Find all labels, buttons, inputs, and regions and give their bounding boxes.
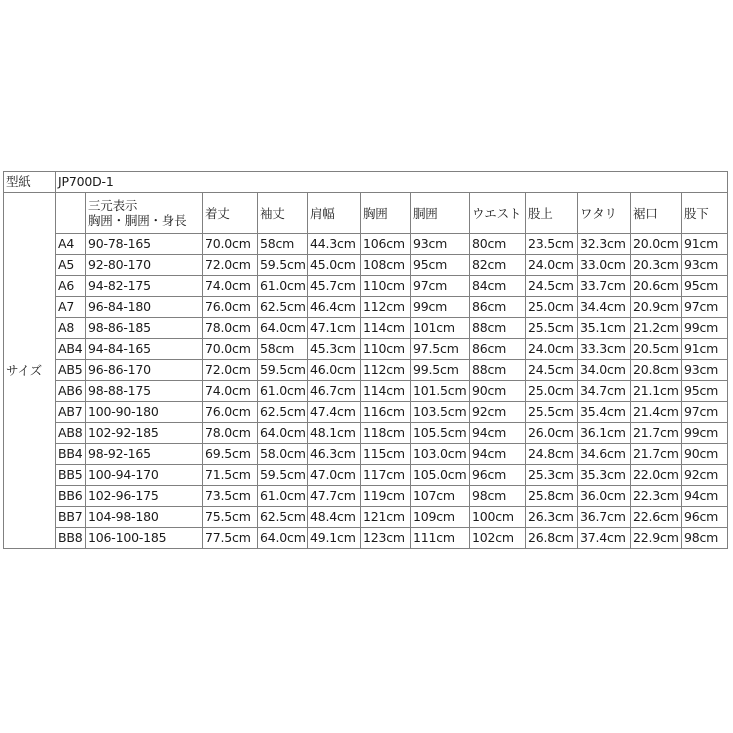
measurement-cell: 103.5cm xyxy=(411,402,470,423)
measurement-cell: 110cm xyxy=(361,339,411,360)
measurement-cell: 72.0cm xyxy=(203,255,258,276)
spec-cell: 100-94-170 xyxy=(86,465,203,486)
table-row xyxy=(4,276,728,297)
size-code-cell: A5 xyxy=(56,255,86,276)
table-row xyxy=(4,297,728,318)
measurement-cell: 20.0cm xyxy=(631,234,682,255)
spec-header-line1: 三元表示 xyxy=(88,198,138,213)
measurement-cell: 62.5cm xyxy=(258,297,308,318)
size-code-cell: A7 xyxy=(56,297,86,318)
measurement-cell: 94cm xyxy=(682,486,728,507)
measurement-cell: 24.5cm xyxy=(526,276,578,297)
measurement-cell: 105.5cm xyxy=(411,423,470,444)
spec-cell: 102-96-175 xyxy=(86,486,203,507)
measurement-cell: 92cm xyxy=(470,402,526,423)
measurement-cell: 22.3cm xyxy=(631,486,682,507)
measurement-cell: 61.0cm xyxy=(258,486,308,507)
spec-cell: 102-92-185 xyxy=(86,423,203,444)
measurement-cell: 75.5cm xyxy=(203,507,258,528)
measurement-cell: 110cm xyxy=(361,276,411,297)
measurement-cell: 99cm xyxy=(411,297,470,318)
measurement-cell: 64.0cm xyxy=(258,318,308,339)
column-header: 胸囲 xyxy=(361,193,411,234)
measurement-cell: 46.4cm xyxy=(308,297,361,318)
table-row xyxy=(4,507,728,528)
measurement-cell: 114cm xyxy=(361,318,411,339)
measurement-cell: 48.1cm xyxy=(308,423,361,444)
measurement-cell: 97cm xyxy=(682,297,728,318)
measurement-cell: 117cm xyxy=(361,465,411,486)
measurement-cell: 22.0cm xyxy=(631,465,682,486)
measurement-cell: 119cm xyxy=(361,486,411,507)
spec-header-line2: 胸囲・胴囲・身長 xyxy=(88,213,187,228)
measurement-cell: 102cm xyxy=(470,528,526,549)
measurement-cell: 76.0cm xyxy=(203,402,258,423)
measurement-cell: 26.3cm xyxy=(526,507,578,528)
measurement-cell: 92cm xyxy=(682,465,728,486)
measurement-cell: 25.5cm xyxy=(526,402,578,423)
measurement-cell: 73.5cm xyxy=(203,486,258,507)
size-code-cell: A8 xyxy=(56,318,86,339)
measurement-cell: 20.5cm xyxy=(631,339,682,360)
pattern-value: JP700D-1 xyxy=(56,172,728,193)
measurement-cell: 25.3cm xyxy=(526,465,578,486)
column-header: ウエスト xyxy=(470,193,526,234)
measurement-cell: 70.0cm xyxy=(203,339,258,360)
measurement-cell: 48.4cm xyxy=(308,507,361,528)
measurement-cell: 21.4cm xyxy=(631,402,682,423)
measurement-cell: 108cm xyxy=(361,255,411,276)
size-label: サイズ xyxy=(4,193,56,549)
size-code-cell: A6 xyxy=(56,276,86,297)
measurement-cell: 49.1cm xyxy=(308,528,361,549)
spec-cell: 98-92-165 xyxy=(86,444,203,465)
measurement-cell: 47.1cm xyxy=(308,318,361,339)
measurement-cell: 26.0cm xyxy=(526,423,578,444)
measurement-cell: 106cm xyxy=(361,234,411,255)
measurement-cell: 111cm xyxy=(411,528,470,549)
measurement-cell: 90cm xyxy=(470,381,526,402)
measurement-cell: 46.3cm xyxy=(308,444,361,465)
column-header: ワタリ xyxy=(578,193,631,234)
measurement-cell: 20.3cm xyxy=(631,255,682,276)
spec-cell: 90-78-165 xyxy=(86,234,203,255)
measurement-cell: 46.7cm xyxy=(308,381,361,402)
spec-header xyxy=(86,193,203,234)
measurement-cell: 95cm xyxy=(682,381,728,402)
table-row xyxy=(4,360,728,381)
measurement-cell: 21.7cm xyxy=(631,444,682,465)
measurement-cell: 97.5cm xyxy=(411,339,470,360)
measurement-cell: 36.7cm xyxy=(578,507,631,528)
measurement-cell: 59.5cm xyxy=(258,465,308,486)
size-table xyxy=(3,171,728,549)
measurement-cell: 99cm xyxy=(682,423,728,444)
measurement-cell: 103.0cm xyxy=(411,444,470,465)
spec-cell: 96-84-180 xyxy=(86,297,203,318)
measurement-cell: 34.0cm xyxy=(578,360,631,381)
measurement-cell: 35.3cm xyxy=(578,465,631,486)
measurement-cell: 96cm xyxy=(470,465,526,486)
measurement-cell: 77.5cm xyxy=(203,528,258,549)
measurement-cell: 112cm xyxy=(361,297,411,318)
measurement-cell: 95cm xyxy=(682,276,728,297)
measurement-cell: 24.5cm xyxy=(526,360,578,381)
measurement-cell: 33.3cm xyxy=(578,339,631,360)
measurement-cell: 76.0cm xyxy=(203,297,258,318)
measurement-cell: 99.5cm xyxy=(411,360,470,381)
measurement-cell: 118cm xyxy=(361,423,411,444)
size-code-cell: AB8 xyxy=(56,423,86,444)
spec-cell: 96-86-170 xyxy=(86,360,203,381)
measurement-cell: 95cm xyxy=(411,255,470,276)
measurement-cell: 21.1cm xyxy=(631,381,682,402)
measurement-cell: 34.7cm xyxy=(578,381,631,402)
measurement-cell: 58cm xyxy=(258,234,308,255)
spec-cell: 106-100-185 xyxy=(86,528,203,549)
spec-cell: 98-86-185 xyxy=(86,318,203,339)
measurement-cell: 69.5cm xyxy=(203,444,258,465)
table-row xyxy=(4,528,728,549)
measurement-cell: 86cm xyxy=(470,297,526,318)
measurement-cell: 26.8cm xyxy=(526,528,578,549)
size-code-cell: BB8 xyxy=(56,528,86,549)
header-row xyxy=(4,193,728,234)
measurement-cell: 62.5cm xyxy=(258,402,308,423)
measurement-cell: 97cm xyxy=(411,276,470,297)
pattern-label: 型紙 xyxy=(4,172,56,193)
spec-cell: 94-82-175 xyxy=(86,276,203,297)
table-row xyxy=(4,423,728,444)
measurement-cell: 37.4cm xyxy=(578,528,631,549)
measurement-cell: 121cm xyxy=(361,507,411,528)
measurement-cell: 59.5cm xyxy=(258,360,308,381)
size-chart xyxy=(3,171,728,549)
measurement-cell: 21.7cm xyxy=(631,423,682,444)
table-row xyxy=(4,255,728,276)
measurement-cell: 84cm xyxy=(470,276,526,297)
size-code-cell: AB6 xyxy=(56,381,86,402)
spec-cell: 94-84-165 xyxy=(86,339,203,360)
measurement-cell: 45.0cm xyxy=(308,255,361,276)
measurement-cell: 47.0cm xyxy=(308,465,361,486)
measurement-cell: 88cm xyxy=(470,318,526,339)
measurement-cell: 74.0cm xyxy=(203,381,258,402)
measurement-cell: 70.0cm xyxy=(203,234,258,255)
measurement-cell: 32.3cm xyxy=(578,234,631,255)
measurement-cell: 98cm xyxy=(470,486,526,507)
measurement-cell: 78.0cm xyxy=(203,318,258,339)
measurement-cell: 109cm xyxy=(411,507,470,528)
measurement-cell: 96cm xyxy=(682,507,728,528)
measurement-cell: 59.5cm xyxy=(258,255,308,276)
measurement-cell: 44.3cm xyxy=(308,234,361,255)
size-code-cell: A4 xyxy=(56,234,86,255)
size-code-header xyxy=(56,193,86,234)
measurement-cell: 61.0cm xyxy=(258,381,308,402)
measurement-cell: 24.8cm xyxy=(526,444,578,465)
measurement-cell: 99cm xyxy=(682,318,728,339)
measurement-cell: 123cm xyxy=(361,528,411,549)
measurement-cell: 25.8cm xyxy=(526,486,578,507)
measurement-cell: 34.4cm xyxy=(578,297,631,318)
measurement-cell: 107cm xyxy=(411,486,470,507)
measurement-cell: 25.5cm xyxy=(526,318,578,339)
measurement-cell: 91cm xyxy=(682,339,728,360)
measurement-cell: 36.1cm xyxy=(578,423,631,444)
measurement-cell: 101cm xyxy=(411,318,470,339)
measurement-cell: 46.0cm xyxy=(308,360,361,381)
size-code-cell: AB5 xyxy=(56,360,86,381)
measurement-cell: 35.1cm xyxy=(578,318,631,339)
table-row xyxy=(4,465,728,486)
measurement-cell: 58.0cm xyxy=(258,444,308,465)
column-header: 股下 xyxy=(682,193,728,234)
measurement-cell: 47.4cm xyxy=(308,402,361,423)
measurement-cell: 91cm xyxy=(682,234,728,255)
table-row xyxy=(4,444,728,465)
measurement-cell: 20.8cm xyxy=(631,360,682,381)
size-code-cell: BB5 xyxy=(56,465,86,486)
column-header: 着丈 xyxy=(203,193,258,234)
measurement-cell: 112cm xyxy=(361,360,411,381)
measurement-cell: 82cm xyxy=(470,255,526,276)
size-code-cell: AB4 xyxy=(56,339,86,360)
measurement-cell: 93cm xyxy=(411,234,470,255)
size-code-cell: BB7 xyxy=(56,507,86,528)
measurement-cell: 116cm xyxy=(361,402,411,423)
measurement-cell: 20.9cm xyxy=(631,297,682,318)
measurement-cell: 33.0cm xyxy=(578,255,631,276)
measurement-cell: 94cm xyxy=(470,444,526,465)
measurement-cell: 21.2cm xyxy=(631,318,682,339)
measurement-cell: 105.0cm xyxy=(411,465,470,486)
measurement-cell: 94cm xyxy=(470,423,526,444)
measurement-cell: 74.0cm xyxy=(203,276,258,297)
measurement-cell: 100cm xyxy=(470,507,526,528)
spec-cell: 100-90-180 xyxy=(86,402,203,423)
measurement-cell: 90cm xyxy=(682,444,728,465)
measurement-cell: 34.6cm xyxy=(578,444,631,465)
measurement-cell: 25.0cm xyxy=(526,297,578,318)
measurement-cell: 97cm xyxy=(682,402,728,423)
measurement-cell: 24.0cm xyxy=(526,339,578,360)
measurement-cell: 58cm xyxy=(258,339,308,360)
table-row xyxy=(4,318,728,339)
measurement-cell: 93cm xyxy=(682,255,728,276)
measurement-cell: 47.7cm xyxy=(308,486,361,507)
measurement-cell: 80cm xyxy=(470,234,526,255)
measurement-cell: 36.0cm xyxy=(578,486,631,507)
table-row xyxy=(4,486,728,507)
measurement-cell: 23.5cm xyxy=(526,234,578,255)
size-code-cell: AB7 xyxy=(56,402,86,423)
measurement-cell: 101.5cm xyxy=(411,381,470,402)
spec-cell: 104-98-180 xyxy=(86,507,203,528)
column-header: 肩幅 xyxy=(308,193,361,234)
table-row xyxy=(4,234,728,255)
measurement-cell: 35.4cm xyxy=(578,402,631,423)
measurement-cell: 25.0cm xyxy=(526,381,578,402)
measurement-cell: 114cm xyxy=(361,381,411,402)
spec-cell: 92-80-170 xyxy=(86,255,203,276)
measurement-cell: 98cm xyxy=(682,528,728,549)
measurement-cell: 71.5cm xyxy=(203,465,258,486)
column-header: 袖丈 xyxy=(258,193,308,234)
measurement-cell: 33.7cm xyxy=(578,276,631,297)
measurement-cell: 22.6cm xyxy=(631,507,682,528)
measurement-cell: 72.0cm xyxy=(203,360,258,381)
column-header: 股上 xyxy=(526,193,578,234)
size-code-cell: BB6 xyxy=(56,486,86,507)
column-header: 裾口 xyxy=(631,193,682,234)
table-row xyxy=(4,339,728,360)
measurement-cell: 61.0cm xyxy=(258,276,308,297)
table-row xyxy=(4,402,728,423)
table-row xyxy=(4,381,728,402)
measurement-cell: 45.7cm xyxy=(308,276,361,297)
pattern-row xyxy=(4,172,728,193)
measurement-cell: 78.0cm xyxy=(203,423,258,444)
measurement-cell: 64.0cm xyxy=(258,423,308,444)
measurement-cell: 24.0cm xyxy=(526,255,578,276)
measurement-cell: 45.3cm xyxy=(308,339,361,360)
measurement-cell: 64.0cm xyxy=(258,528,308,549)
measurement-cell: 62.5cm xyxy=(258,507,308,528)
measurement-cell: 88cm xyxy=(470,360,526,381)
size-code-cell: BB4 xyxy=(56,444,86,465)
measurement-cell: 22.9cm xyxy=(631,528,682,549)
measurement-cell: 93cm xyxy=(682,360,728,381)
column-header: 胴囲 xyxy=(411,193,470,234)
spec-cell: 98-88-175 xyxy=(86,381,203,402)
measurement-cell: 20.6cm xyxy=(631,276,682,297)
measurement-cell: 86cm xyxy=(470,339,526,360)
measurement-cell: 115cm xyxy=(361,444,411,465)
